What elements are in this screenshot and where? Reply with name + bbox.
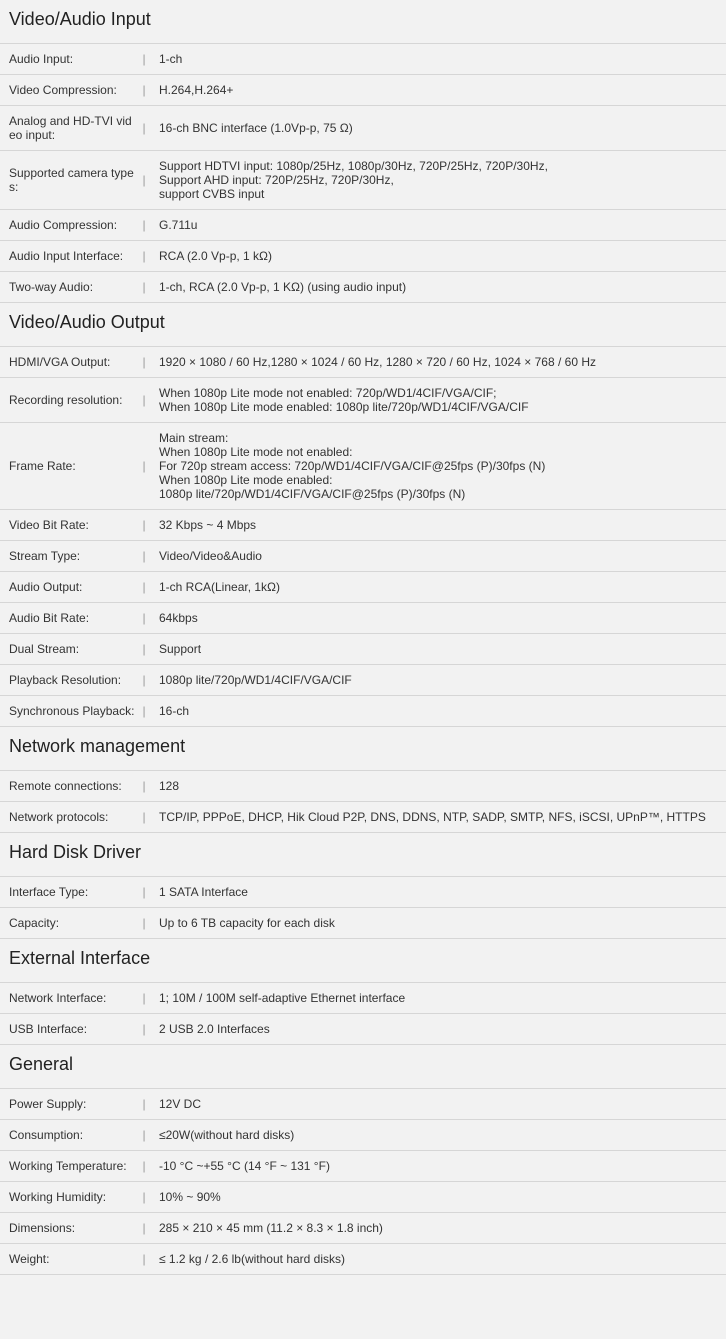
spec-value: 2 USB 2.0 Interfaces (159, 1022, 270, 1036)
separator: | (142, 249, 146, 263)
spec-label: HDMI/VGA Output: (9, 355, 111, 369)
spec-value: Main stream: When 1080p Lite mode not enabled: For 720p stream access: 720p/WD1/4CIF/VGA/CIF@25fps (P)/30fps (N) When 1080p Lite mode enabled: 1080p lite/720p/WD1/4CIF/VGA/CIF@25fps (P)/30fps (N) (159, 431, 546, 501)
spec-row (0, 983, 726, 1014)
spec-row (0, 106, 726, 151)
spec-row (0, 1244, 726, 1275)
separator: | (142, 779, 146, 793)
spec-row (0, 603, 726, 634)
separator: | (142, 549, 146, 563)
spec-value: 128 (159, 779, 180, 793)
spec-label: Frame Rate: (9, 459, 76, 473)
section-title: General (0, 1045, 726, 1089)
separator: | (142, 355, 146, 369)
spec-row (0, 378, 726, 423)
separator: | (142, 810, 146, 824)
spec-value: ≤20W(without hard disks) (159, 1128, 295, 1142)
separator: | (142, 1022, 146, 1036)
spec-value: -10 °C ~+55 °C (14 °F ~ 131 °F) (159, 1159, 330, 1173)
spec-row (0, 151, 726, 210)
spec-value: Up to 6 TB capacity for each disk (159, 916, 335, 930)
spec-label: Audio Compression: (9, 218, 118, 232)
separator: | (142, 916, 146, 930)
separator: | (142, 52, 146, 66)
separator: | (142, 642, 146, 656)
separator: | (142, 393, 146, 407)
spec-label: Supported camera types: (9, 166, 134, 194)
spec-label: Dimensions: (9, 1221, 76, 1235)
spec-row (0, 347, 726, 378)
spec-value: 12V DC (159, 1097, 202, 1111)
spec-value: 1-ch RCA(Linear, 1kΩ) (159, 580, 281, 594)
spec-value: 16-ch BNC interface (1.0Vp-p, 75 Ω) (159, 121, 353, 135)
spec-row (0, 1182, 726, 1213)
spec-label: Audio Input: (9, 52, 74, 66)
spec-row (0, 1014, 726, 1045)
spec-row (0, 572, 726, 603)
spec-label: Network Interface: (9, 991, 107, 1005)
section-title: Video/Audio Input (0, 0, 726, 44)
spec-row (0, 210, 726, 241)
spec-value: 32 Kbps ~ 4 Mbps (159, 518, 257, 532)
separator: | (142, 518, 146, 532)
spec-row (0, 696, 726, 727)
separator: | (142, 704, 146, 718)
spec-value: Support HDTVI input: 1080p/25Hz, 1080p/30Hz, 720P/25Hz, 720P/30Hz, Support AHD input: 720P/25Hz, 720P/30Hz, support CVBS input (159, 159, 548, 201)
spec-label: Weight: (9, 1252, 50, 1266)
spec-label: Remote connections: (9, 779, 122, 793)
spec-value: 10% ~ 90% (159, 1190, 221, 1204)
spec-row (0, 75, 726, 106)
spec-label: Interface Type: (9, 885, 89, 899)
spec-label: Analog and HD-TVI video input: (9, 114, 132, 142)
separator: | (142, 1159, 146, 1173)
spec-row (0, 634, 726, 665)
spec-label: Consumption: (9, 1128, 84, 1142)
separator: | (142, 173, 146, 187)
spec-row (0, 771, 726, 802)
separator: | (142, 580, 146, 594)
spec-value: 1; 10M / 100M self-adaptive Ethernet interface (159, 991, 406, 1005)
spec-section (0, 1045, 726, 1275)
separator: | (142, 1190, 146, 1204)
spec-label: Recording resolution: (9, 393, 123, 407)
separator: | (142, 1128, 146, 1142)
spec-value: G.711u (159, 218, 198, 232)
spec-section (0, 727, 726, 833)
spec-section (0, 0, 726, 303)
spec-label: Playback Resolution: (9, 673, 122, 687)
separator: | (142, 280, 146, 294)
spec-label: Dual Stream: (9, 642, 80, 656)
spec-row (0, 541, 726, 572)
spec-value: 64kbps (159, 611, 198, 625)
spec-value: Support (159, 642, 202, 656)
separator: | (142, 121, 146, 135)
spec-row (0, 44, 726, 75)
separator: | (142, 83, 146, 97)
spec-label: Video Compression: (9, 83, 117, 97)
spec-row (0, 665, 726, 696)
spec-label: Synchronous Playback: (9, 704, 135, 718)
spec-value: 16-ch (159, 704, 190, 718)
section-title: Network management (0, 727, 726, 771)
spec-section (0, 833, 726, 939)
spec-label: USB Interface: (9, 1022, 88, 1036)
spec-label: Stream Type: (9, 549, 81, 563)
spec-row (0, 1213, 726, 1244)
spec-value: 1 SATA Interface (159, 885, 248, 899)
spec-row (0, 1089, 726, 1120)
spec-label: Network protocols: (9, 810, 109, 824)
spec-value: ≤ 1.2 kg / 2.6 lb(without hard disks) (159, 1252, 346, 1266)
spec-value: 1-ch, RCA (2.0 Vp-p, 1 KΩ) (using audio input) (159, 280, 407, 294)
spec-row (0, 423, 726, 510)
spec-label: Working Temperature: (9, 1159, 127, 1173)
separator: | (142, 885, 146, 899)
separator: | (142, 1252, 146, 1266)
spec-section (0, 939, 726, 1045)
spec-row (0, 1151, 726, 1182)
spec-row (0, 272, 726, 303)
spec-value: 285 × 210 × 45 mm (11.2 × 8.3 × 1.8 inch) (159, 1221, 383, 1235)
separator: | (142, 218, 146, 232)
spec-value: TCP/IP, PPPoE, DHCP, Hik Cloud P2P, DNS, DDNS, NTP, SADP, SMTP, NFS, iSCSI, UPnP™, HTTPS (159, 810, 706, 824)
spec-label: Working Humidity: (9, 1190, 107, 1204)
spec-value: H.264,H.264+ (159, 83, 234, 97)
spec-label: Two-way Audio: (9, 280, 94, 294)
spec-label: Video Bit Rate: (9, 518, 89, 532)
separator: | (142, 673, 146, 687)
section-title: Hard Disk Driver (0, 833, 726, 877)
separator: | (142, 991, 146, 1005)
spec-value: 1920 × 1080 / 60 Hz,1280 × 1024 / 60 Hz, 1280 × 720 / 60 Hz, 1024 × 768 / 60 Hz (159, 355, 596, 369)
spec-row (0, 802, 726, 833)
separator: | (142, 611, 146, 625)
spec-value: 1080p lite/720p/WD1/4CIF/VGA/CIF (159, 673, 352, 687)
spec-row (0, 510, 726, 541)
separator: | (142, 459, 146, 473)
separator: | (142, 1097, 146, 1111)
spec-row (0, 908, 726, 939)
spec-section (0, 303, 726, 727)
spec-value: RCA (2.0 Vp-p, 1 kΩ) (159, 249, 273, 263)
spec-label: Audio Input Interface: (9, 249, 124, 263)
section-title: Video/Audio Output (0, 303, 726, 347)
spec-label: Audio Bit Rate: (9, 611, 90, 625)
spec-label: Capacity: (9, 916, 60, 930)
separator: | (142, 1221, 146, 1235)
spec-value: Video/Video&Audio (159, 549, 262, 563)
spec-row (0, 241, 726, 272)
spec-label: Power Supply: (9, 1097, 87, 1111)
spec-row (0, 1120, 726, 1151)
spec-value: 1-ch (159, 52, 183, 66)
spec-row (0, 877, 726, 908)
spec-value: When 1080p Lite mode not enabled: 720p/WD1/4CIF/VGA/CIF; When 1080p Lite mode enabled: 1080p lite/720p/WD1/4CIF/VGA/CIF (159, 386, 529, 414)
section-title: External Interface (0, 939, 726, 983)
spec-label: Audio Output: (9, 580, 83, 594)
